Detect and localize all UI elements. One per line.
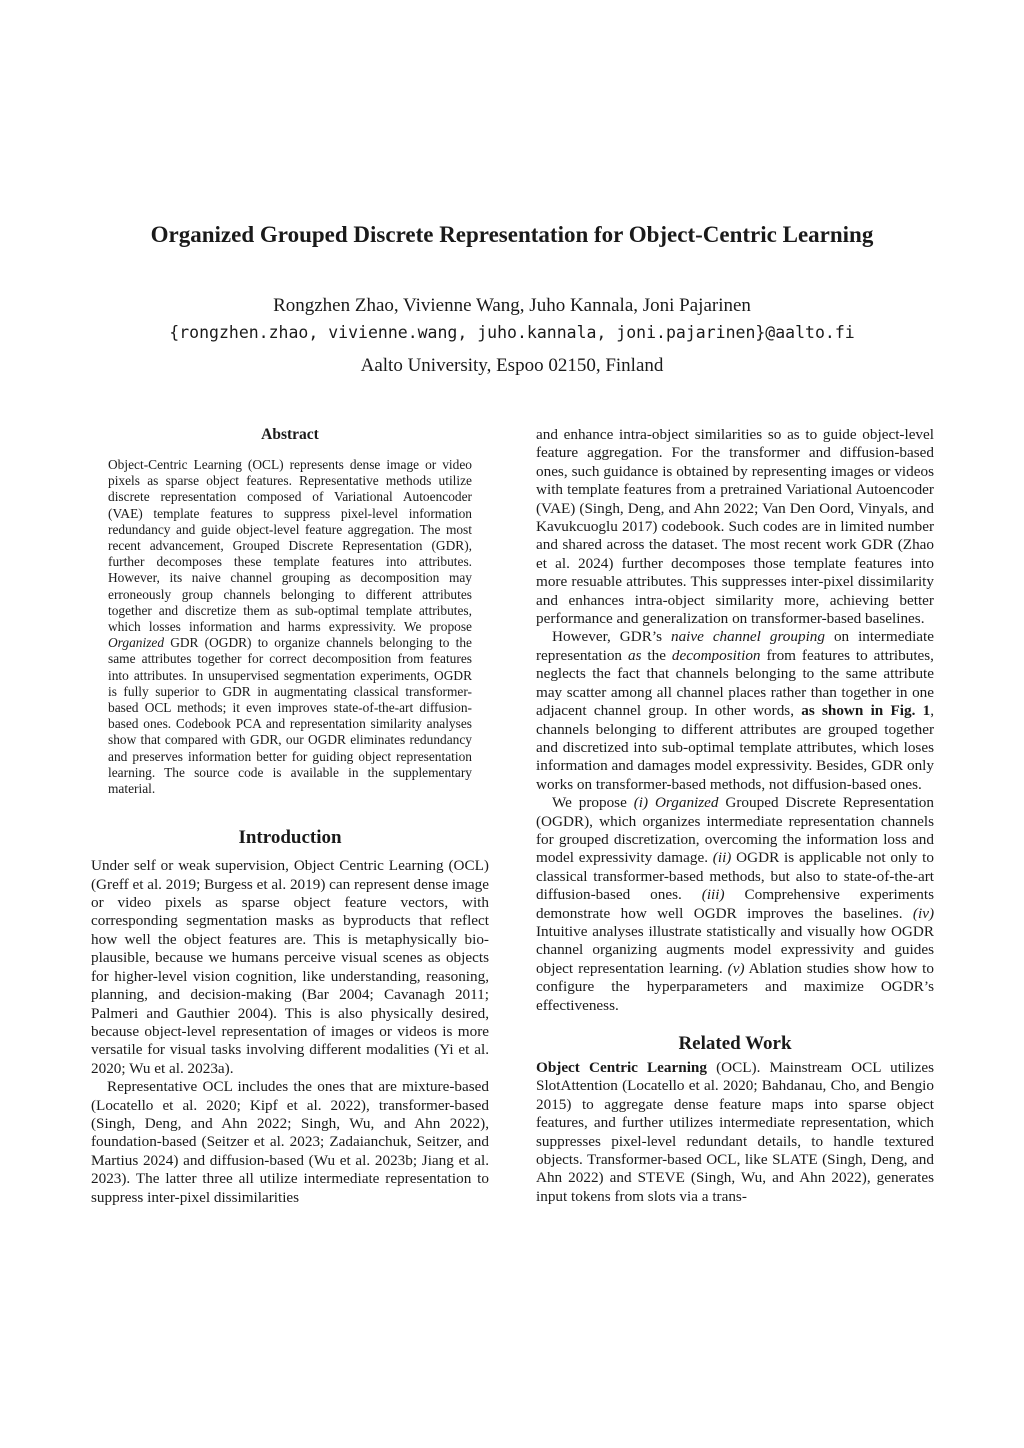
abstract-text bbox=[108, 457, 472, 797]
intro-paragraph-3 bbox=[536, 628, 934, 794]
p3-text-b: on intermediate representation bbox=[536, 628, 934, 664]
p4-enum-ii: (ii) bbox=[712, 849, 732, 867]
p4-text-d: Comprehensive experiments demonstrate how well OGDR improves the baselines. bbox=[536, 886, 935, 922]
p4-enum-i: (i) bbox=[633, 794, 649, 812]
right-column bbox=[536, 426, 934, 1206]
p3-emph-2: as bbox=[627, 646, 642, 664]
intro-paragraph-1: Under self or weak supervision, Object Centric Learning (OCL) (Greff et al. 2019; Burgess et al. 2019) can represent dense image or video pixels as sparse object feature vectors, with corresponding segmentation masks as byproducts that reflect how well the object features are. This is metaphysically bio-plausible, because we humans perceive visual scenes as objects for higher-level vision cognition, like understanding, reasoning, planning, and decision-making (Bar 2004; Cavanagh 2011; Palmeri and Gauthier 2004). This is also physically desired, because object-level representation of images or videos is more versatile for visual tasks involving different modalities (Yi et al. 2020; Wu et al. 2023a). bbox=[91, 857, 489, 1077]
p4-enum-iv: (iv) bbox=[912, 904, 934, 922]
abstract-text-2: GDR (OGDR) to organize channels belonging to the same attributes together for correct decomposition from features into attributes. In unsupervised segmentation experiments, OGDR is fully superior to GDR in augmentating classical transformer-based OCL methods; it even improves state-of-the-art diffusion-based ones. Codebook PCA and representation similarity analyses show that compared with GDR, our OGDR eliminates redundancy and preserves information better for guiding object representation learning. The source code is available in the supplementary material. bbox=[108, 635, 472, 797]
p4-emph-organized: Organized bbox=[654, 794, 719, 812]
related-work-text: (OCL). Mainstream OCL utilizes SlotAttention (Locatello et al. 2020; Bahdanau, Cho, and Bengio 2015) to aggregate dense feature maps into sparse object features, and further utilizes intermediate representation, which suppresses pixel-level redundant details, to handle textured objects. Transformer-based OCL, like SLATE (Singh, Deng, and Ahn 2022) and STEVE (Singh, Wu, and Ahn 2022), generates input tokens from slots via a trans- bbox=[536, 1059, 934, 1205]
p3-text-a: However, GDR’s bbox=[552, 628, 671, 646]
affiliation: Aalto University, Espoo 02150, Finland bbox=[360, 355, 664, 376]
p4-text-f: Ablation studies show how to configure the hyperparameters and maximize OGDR’s effectiveness. bbox=[536, 959, 934, 1014]
author-list: Rongzhen Zhao, Vivienne Wang, Juho Kannala, Joni Pajarinen bbox=[273, 295, 751, 316]
intro-paragraph-4 bbox=[536, 794, 934, 1015]
p4-text-b: Grouped Discrete Representation (OGDR), which organizes intermediate representation channels for grouped discretization, overcoming the information loss and model expressivity damage. bbox=[536, 794, 934, 867]
abstract-text-1: Object-Centric Learning (OCL) represents dense image or video pixels as sparse object features. Representative methods utilize discrete representation composed of Variational Autoencoder (VAE) template features to suppress pixel-level information redundancy and guide object-level feature aggregation. The most recent advancement, Grouped Discrete Representation (GDR), further decomposes these template features into attributes. However, its naive channel grouping as decomposition may erroneously group channels belonging to different attributes together and discretize them as sub-optimal template attributes, which losses information and harms expressivity. We propose bbox=[108, 457, 472, 635]
p4-text-a: We propose bbox=[552, 794, 634, 812]
p4-enum-iii: (iii) bbox=[701, 886, 725, 904]
figure-reference: as shown in Fig. 1 bbox=[801, 702, 931, 720]
p3-text-c: the bbox=[641, 646, 672, 664]
p3-emph-3: decomposition bbox=[671, 646, 761, 664]
p3-text-d: from features to attributes, neglects the fact that channels belonging to the same attribute may scatter among all channel places rather than together in one adjacent channel group. In other words, bbox=[536, 646, 934, 720]
related-work-heading: Related Work bbox=[678, 1033, 792, 1054]
author-emails: {rongzhen.zhao, vivienne.wang, juho.kannala, joni.pajarinen}@aalto.fi bbox=[169, 323, 855, 342]
abstract-heading: Abstract bbox=[261, 426, 319, 443]
p4-text-e: Intuitive analyses illustrate statistically and visually how OGDR channel organizing augments model expressivity and guides object representation learning. bbox=[536, 922, 934, 977]
left-column bbox=[91, 426, 489, 1207]
intro-paragraph-2-continued: and enhance intra-object similarities so as to guide object-level feature aggregation. For the transformer and diffusion-based ones, such guidance is obtained by representing images or videos with template features from a pretrained Variational Autoencoder (VAE) (Singh, Deng, and Ahn 2022; Van Den Oord, Vinyals, and Kavukcuoglu 2017) codebook. Such codes are in limited number and shared across the dataset. The most recent work GDR (Zhao et al. 2024) further decomposes those template features into more resuable attributes. This suppresses inter-pixel dissimilarity and enhances intra-object similarity more, achieving better performance and generalization on transformer-based baselines. bbox=[536, 426, 934, 628]
related-work-paragraph bbox=[536, 1059, 934, 1206]
abstract-emphasis: Organized bbox=[108, 635, 165, 651]
p4-enum-v: (v) bbox=[727, 959, 745, 977]
introduction-heading: Introduction bbox=[238, 827, 342, 849]
related-runin-heading: Object Centric Learning bbox=[536, 1059, 707, 1076]
intro-paragraph-2: Representative OCL includes the ones that are mixture-based (Locatello et al. 2020; Kipf et al. 2022), transformer-based (Singh, Deng, and Ahn 2022; Singh, Wu, and Ahn 2022), foundation-based (Seitzer et al. 2023; Zadaianchuk, Seitzer, and Martius 2024) and diffusion-based (Wu et al. 2023b; Jiang et al. 2023). The latter three all utilize intermediate representation to suppress inter-pixel dissimilarities bbox=[91, 1078, 489, 1206]
p3-emph-1: naive channel grouping bbox=[670, 628, 825, 646]
p4-text-c: OGDR is applicable not only to classical transformer-based methods, but also to state-of-the-art diffusion-based ones. bbox=[536, 849, 934, 904]
p3-text-e: , channels belonging to different attributes are grouped together and discretized into sub-optimal template attributes, which loses information and damages model expressivity. Besides, GDR only works on transformer-based methods, not diffusion-based ones. bbox=[536, 702, 934, 793]
paper-title: Organized Grouped Discrete Representation for Object-Centric Learning bbox=[150, 222, 874, 247]
